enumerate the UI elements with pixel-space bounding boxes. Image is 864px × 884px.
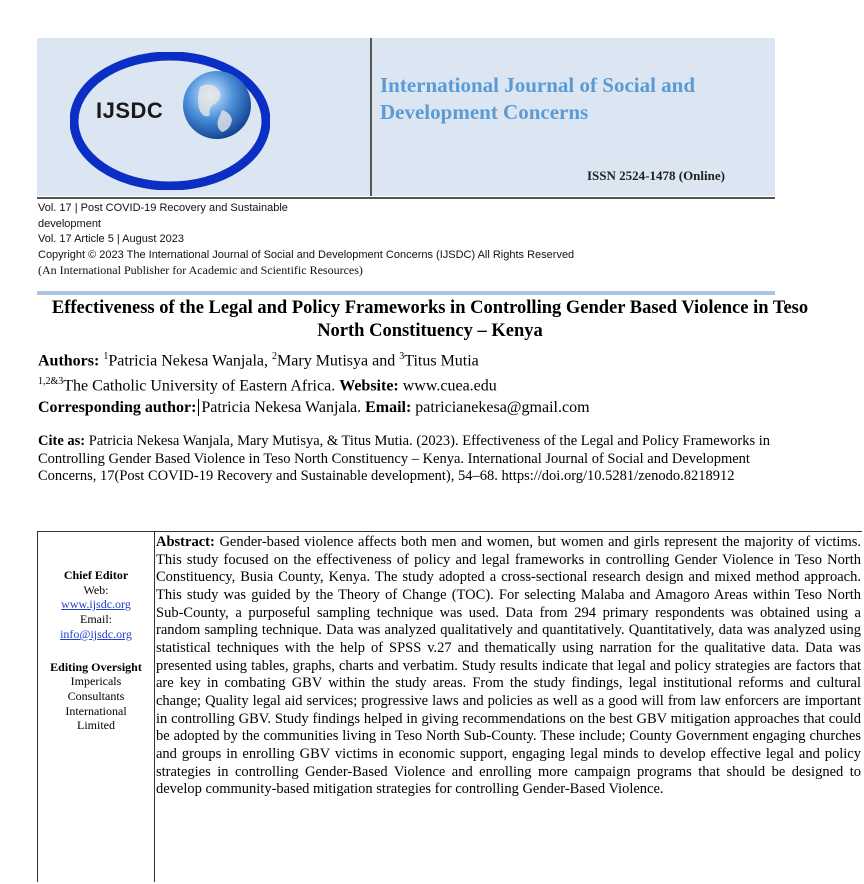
abstract-body — [156, 534, 861, 799]
header-underline — [37, 197, 775, 199]
oversight-line: Consultants — [67, 688, 125, 703]
oversight-line: Limited — [77, 718, 115, 733]
volume-line: Vol. 17 | Post COVID-19 Recovery and Sustainable — [38, 202, 288, 214]
web-label: Web: — [83, 582, 109, 597]
journal-logo — [37, 38, 371, 196]
website-label: Website: — [339, 377, 399, 395]
logo-text: IJSDC — [96, 98, 164, 123]
corresponding-name: Patricia Nekesa Wanjala. — [198, 399, 361, 416]
issn: ISSN 2524-1478 (Online) — [587, 168, 725, 183]
copyright-line: Copyright © 2023 The International Journal of Social and Development Concerns (IJSDC) All Rights Reserved — [38, 248, 575, 261]
author-sup: 1 — [103, 351, 109, 362]
article-line: Vol. 17 Article 5 | August 2023 — [38, 233, 184, 245]
authors-line — [38, 346, 838, 371]
journal-header — [37, 38, 775, 196]
web-link[interactable]: www.ijsdc.org — [61, 597, 131, 612]
section-divider — [37, 291, 775, 295]
sidebar-email-label: Email: — [80, 612, 112, 627]
email-value[interactable]: patricianekesa@gmail.com — [415, 398, 590, 416]
abstract-text: Gender-based violence affects both men and women, but women and girls represent the majority of victims. This study focused on the effectiveness of policy and legal frameworks in controlling Gender Violence in Teso North Constituency, Busia County, Kenya. The study adopted a cross-sectional research design and mixed method approach. This study was guided by the Theory of Change (TOC). For selecting Malaba and Amagoro Areas within Teso North Sub-County, a purposeful sampling technique was used. Data from 294 primary respondents was obtained using a random sampling technique. Data was analyzed qualitatively and quantitatively. Quantitatively, data was analyzed using statistical techniques with the help of SPSS v.27 and thematically using narration for the qualitative data. Data was presented using tables, graphs, charts and verbatim. Study results indicate that legal and policy strategies are factors that are key in combating GBV within the study areas. From the study findings, legal institutional reforms and cultural change; Quality legal aid services; progressive laws and policies as well as a good will from law enforcers are important in controlling GBV. Study findings helped in giving recommendations on the best GBV mitigation approaches that could be adopted by the communities living in Teso North Sub-County. These include; County Government engaging churches and groups in enrolling GBV victims in economic support, engaging legal minds to develop effective legal and policy strategies in controlling Gender-Based Violence and enrolling more campaign programs that should be designed to develop community-based mitigation strategies for controlling Gender-Based Violence. — [156, 534, 861, 798]
affiliation: The Catholic University of Eastern Africa. — [63, 377, 336, 395]
abstract-section — [37, 531, 862, 882]
oversight-line: International — [65, 703, 127, 718]
publisher-line: (An International Publisher for Academic and Scientific Resources) — [38, 263, 363, 277]
email-link[interactable]: info@ijsdc.org — [60, 626, 132, 641]
author-sup: 2 — [272, 351, 278, 362]
cite-text: Patricia Nekesa Wanjala, Mary Mutisya, & Titus Mutia. (2023). Effectiveness of the Legal and Policy Frameworks in Controlling Gender Based Violence in Teso North Constituency – Kenya. International Journal of Social and Development Concerns, 17(Post COVID-19 Recovery and Sustainable development), 54–68. https://doi.org/10.5281/zenodo.8218912 — [38, 433, 771, 485]
article-title: Effectiveness of the Legal and Policy Frameworks in Controlling Gender Based Violence in Teso North Constituency – Kenya — [51, 298, 809, 341]
editor-sidebar — [37, 532, 155, 882]
author-name: Patricia Nekesa Wanjala, — [108, 352, 269, 370]
journal-title: International Journal of Social and Development Concerns — [380, 73, 696, 124]
author-name: Mary Mutisya and — [277, 352, 396, 370]
oversight-line: Impericals — [70, 674, 122, 689]
editor-info — [38, 568, 154, 733]
cite-label: Cite as: — [38, 433, 86, 449]
email-label: Email: — [365, 398, 412, 416]
author-block — [38, 346, 838, 418]
issue-meta — [38, 201, 678, 279]
citation — [38, 433, 798, 486]
affiliation-sup: 1,2&3 — [38, 376, 64, 388]
oversight-label: Editing Oversight — [50, 659, 142, 674]
abstract-label: Abstract: — [156, 534, 215, 550]
author-sup: 3 — [399, 351, 405, 362]
authors-label: Authors: — [38, 352, 100, 370]
corresponding-label: Corresponding author: — [38, 398, 197, 416]
chief-editor-label: Chief Editor — [63, 568, 129, 582]
website-value[interactable]: www.cuea.edu — [402, 377, 497, 395]
header-divider — [370, 38, 372, 196]
affiliation-line — [38, 371, 838, 396]
volume-line-cont: development — [38, 217, 101, 230]
corresponding-line — [38, 397, 838, 418]
author-name: Titus Mutia — [404, 352, 479, 370]
